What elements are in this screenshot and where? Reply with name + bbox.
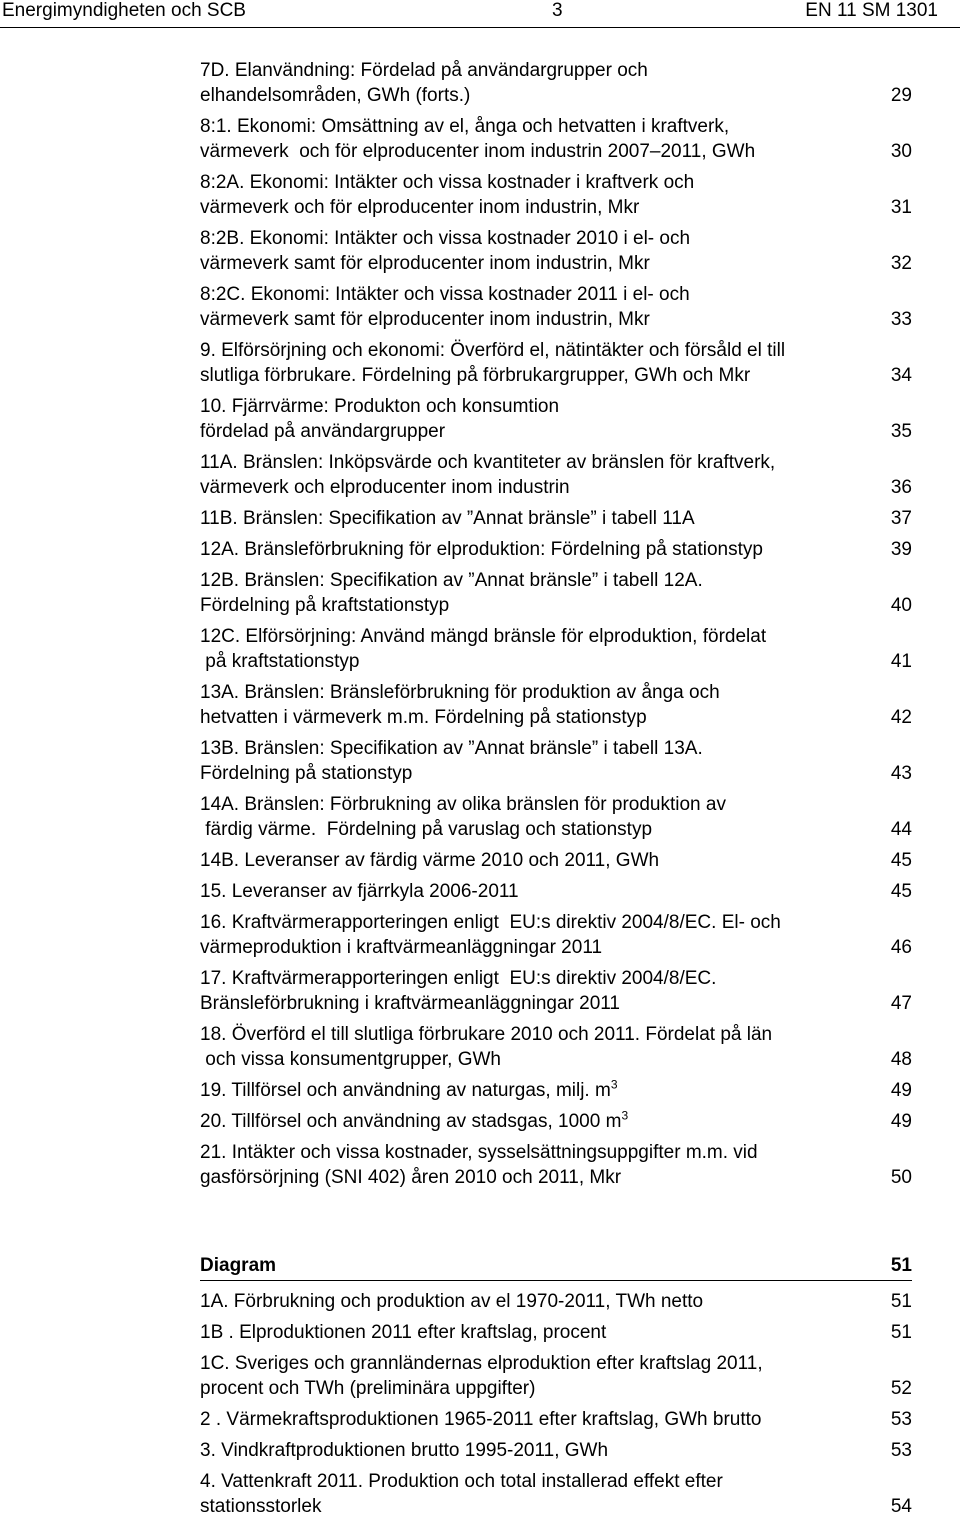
table-of-contents bbox=[200, 58, 912, 1196]
toc-entry-page: 30 bbox=[890, 141, 912, 162]
toc-entry-title bbox=[200, 966, 842, 1016]
toc-entry-title-text: 7D. Elanvändning: Fördelad på användargrupper och elhandelsområden, GWh (forts.) bbox=[200, 60, 648, 106]
toc-entry bbox=[200, 58, 912, 108]
toc-entry-page: 45 bbox=[890, 881, 912, 902]
toc-entry-title bbox=[200, 792, 842, 842]
toc-entry-title bbox=[200, 1140, 842, 1190]
toc-entry bbox=[200, 1140, 912, 1190]
toc-entry-title bbox=[200, 879, 842, 904]
toc-entry-page: 53 bbox=[890, 1440, 912, 1461]
toc-entry-page: 48 bbox=[890, 1049, 912, 1070]
toc-entry-title-text: 4. Vattenkraft 2011. Produktion och total installerad effekt efter stationsstorlek bbox=[200, 1471, 723, 1517]
toc-entry bbox=[200, 1469, 912, 1519]
diagram-section bbox=[200, 1253, 912, 1525]
toc-entry-title bbox=[200, 568, 842, 618]
toc-entry-title-text: 1B . Elproduktionen 2011 efter kraftslag, procent bbox=[200, 1322, 607, 1343]
toc-entry bbox=[200, 966, 912, 1016]
toc-entry-title bbox=[200, 282, 842, 332]
toc-entry-title-text: 12C. Elförsörjning: Använd mängd bränsle för elproduktion, fördelat på kraftstationstyp bbox=[200, 626, 767, 672]
toc-entry-title bbox=[200, 506, 842, 531]
toc-entry bbox=[200, 848, 912, 873]
toc-entry-title-text: 8:2A. Ekonomi: Intäkter och vissa kostnader i kraftverk och värmeverk och för elproducenter inom industrin, Mkr bbox=[200, 172, 695, 218]
toc-entry-page: 51 bbox=[890, 1291, 912, 1312]
toc-entry-page: 37 bbox=[890, 508, 912, 529]
toc-entry bbox=[200, 910, 912, 960]
diagram-heading: Diagram bbox=[200, 1255, 277, 1276]
toc-entry-title bbox=[200, 537, 842, 562]
toc-entry-title-text: 3. Vindkraftproduktionen brutto 1995-2011, GWh bbox=[200, 1440, 609, 1461]
toc-entry-title bbox=[200, 848, 842, 873]
diagram-heading-page: 51 bbox=[890, 1255, 912, 1276]
toc-entry-page: 53 bbox=[890, 1409, 912, 1430]
toc-entry-title-text: 8:2C. Ekonomi: Intäkter och vissa kostnader 2011 i el- och värmeverk samt för elproducenter inom industrin, Mkr bbox=[200, 284, 690, 330]
toc-entry-title-text: 16. Kraftvärmerapporteringen enligt EU:s direktiv 2004/8/EC. El- och värmeproduktion i kraftvärmeanläggningar 2011 bbox=[200, 912, 781, 958]
toc-entry-page: 40 bbox=[890, 595, 912, 616]
toc-entry-title-text: 14A. Bränslen: Förbrukning av olika bränslen för produktion av färdig värme. Fördelning på varuslag och stationstyp bbox=[200, 794, 726, 840]
toc-entry-title-text: 17. Kraftvärmerapporteringen enligt EU:s direktiv 2004/8/EC. Bränsleförbrukning i kraftvärmeanläggningar 2011 bbox=[200, 968, 717, 1014]
toc-entry-title bbox=[200, 1109, 842, 1134]
toc-entry bbox=[200, 450, 912, 500]
toc-entry-title bbox=[200, 1351, 842, 1401]
toc-entry-title-text: 9. Elförsörjning och ekonomi: Överförd el, nätintäkter och försåld el till slutliga förbrukare. Fördelning på förbrukargrupper, GWh och Mkr bbox=[200, 340, 786, 386]
toc-entry-page: 34 bbox=[890, 365, 912, 386]
toc-entry bbox=[200, 1320, 912, 1345]
toc-entry-title bbox=[200, 1078, 842, 1103]
toc-entry-title-text: 15. Leveranser av fjärrkyla 2006-2011 bbox=[200, 881, 519, 902]
toc-entry-title-text: 2 . Värmekraftsproduktionen 1965-2011 efter kraftslag, GWh brutto bbox=[200, 1409, 762, 1430]
toc-entry-title-text: 1A. Förbrukning och produktion av el 1970-2011, TWh netto bbox=[200, 1291, 704, 1312]
toc-entry-page: 45 bbox=[890, 850, 912, 871]
page-header bbox=[0, 0, 960, 28]
toc-entry bbox=[200, 1078, 912, 1103]
toc-entry bbox=[200, 394, 912, 444]
toc-entry-page: 32 bbox=[890, 253, 912, 274]
toc-entry-title bbox=[200, 226, 842, 276]
toc-entry-title-text: 11B. Bränslen: Specifikation av ”Annat bränsle” i tabell 11A bbox=[200, 508, 695, 529]
toc-entry bbox=[200, 338, 912, 388]
toc-entry-title-text: 19. Tillförsel och användning av naturgas, milj. m bbox=[200, 1080, 611, 1101]
toc-entry bbox=[200, 282, 912, 332]
toc-entry bbox=[200, 114, 912, 164]
toc-entry bbox=[200, 736, 912, 786]
header-publisher: Energimyndigheten och SCB bbox=[2, 0, 246, 21]
toc-entry-title-text: 14B. Leveranser av färdig värme 2010 och 2011, GWh bbox=[200, 850, 660, 871]
toc-entry-title-text: 18. Överförd el till slutliga förbrukare 2010 och 2011. Fördelat på län och vissa konsumentgrupper, GWh bbox=[200, 1024, 773, 1070]
toc-entry-title bbox=[200, 624, 842, 674]
toc-entry-page: 52 bbox=[890, 1378, 912, 1399]
toc-entry-title-text: 12B. Bränslen: Specifikation av ”Annat bränsle” i tabell 12A. Fördelning på kraftstationstyp bbox=[200, 570, 703, 616]
toc-entry-title bbox=[200, 1407, 842, 1432]
toc-entry-page: 41 bbox=[890, 651, 912, 672]
toc-entry bbox=[200, 506, 912, 531]
toc-entry-superscript: 3 bbox=[621, 1108, 629, 1123]
toc-entry bbox=[200, 568, 912, 618]
toc-entry-title-text: 20. Tillförsel och användning av stadsgas, 1000 m bbox=[200, 1111, 622, 1132]
diagram-heading-rule bbox=[200, 1280, 912, 1281]
toc-entry bbox=[200, 226, 912, 276]
toc-entry bbox=[200, 1109, 912, 1134]
toc-entry-title bbox=[200, 170, 842, 220]
toc-entry-title bbox=[200, 1022, 842, 1072]
toc-entry-page: 49 bbox=[890, 1111, 912, 1132]
toc-entry bbox=[200, 1289, 912, 1314]
toc-entry-page: 43 bbox=[890, 763, 912, 784]
toc-entry-title bbox=[200, 58, 842, 108]
toc-entry bbox=[200, 170, 912, 220]
toc-entry-page: 46 bbox=[890, 937, 912, 958]
toc-entry bbox=[200, 624, 912, 674]
toc-entry-superscript: 3 bbox=[610, 1077, 618, 1092]
header-report-id: EN 11 SM 1301 bbox=[805, 0, 938, 21]
toc-entry-page: 47 bbox=[890, 993, 912, 1014]
toc-entry-title-text: 8:2B. Ekonomi: Intäkter och vissa kostnader 2010 i el- och värmeverk samt för elproducenter inom industrin, Mkr bbox=[200, 228, 691, 274]
toc-entry-title-text: 8:1. Ekonomi: Omsättning av el, ånga och hetvatten i kraftverk, värmeverk och för elproducenter inom industrin 2007–2011, GWh bbox=[200, 116, 756, 162]
toc-entry-title-text: 10. Fjärrvärme: Produkton och konsumtion fördelad på användargrupper bbox=[200, 396, 560, 442]
toc-entry-title-text: 1C. Sveriges och grannländernas elproduktion efter kraftslag 2011, procent och TWh (preliminära uppgifter) bbox=[200, 1353, 763, 1399]
toc-entry-page: 36 bbox=[890, 477, 912, 498]
toc-entry-title bbox=[200, 114, 842, 164]
toc-entry-title-text: 13B. Bränslen: Specifikation av ”Annat bränsle” i tabell 13A. Fördelning på stationstyp bbox=[200, 738, 703, 784]
toc-entry-page: 50 bbox=[890, 1167, 912, 1188]
toc-entry bbox=[200, 1022, 912, 1072]
toc-entry-title bbox=[200, 910, 842, 960]
toc-entry-page: 42 bbox=[890, 707, 912, 728]
toc-entry-page: 31 bbox=[890, 197, 912, 218]
toc-entry-title bbox=[200, 394, 842, 444]
toc-entry bbox=[200, 1351, 912, 1401]
diagram-entries bbox=[200, 1289, 912, 1519]
toc-entry-title bbox=[200, 1289, 842, 1314]
toc-entry-title-text: 21. Intäkter och vissa kostnader, sysselsättningsuppgifter m.m. vid gasförsörjning (SNI 402) åren 2010 och 2011, Mkr bbox=[200, 1142, 758, 1188]
toc-entry bbox=[200, 1407, 912, 1432]
header-rule bbox=[0, 27, 960, 28]
toc-entry-title bbox=[200, 680, 842, 730]
toc-entry-page: 33 bbox=[890, 309, 912, 330]
toc-entry-page: 44 bbox=[890, 819, 912, 840]
toc-entry-title bbox=[200, 450, 842, 500]
toc-entry-title bbox=[200, 736, 842, 786]
toc-entry bbox=[200, 879, 912, 904]
header-page-number: 3 bbox=[552, 0, 563, 21]
toc-entry-title-text: 11A. Bränslen: Inköpsvärde och kvantiteter av bränslen för kraftverk, värmeverk och elproducenter inom industrin bbox=[200, 452, 776, 498]
toc-entry-page: 35 bbox=[890, 421, 912, 442]
toc-entry bbox=[200, 1438, 912, 1463]
diagram-heading-row bbox=[200, 1253, 912, 1281]
toc-entry-title bbox=[200, 1438, 842, 1463]
toc-entry-title bbox=[200, 338, 842, 388]
toc-entry-page: 39 bbox=[890, 539, 912, 560]
toc-entry-title bbox=[200, 1469, 842, 1519]
toc-entry bbox=[200, 680, 912, 730]
toc-entry-page: 49 bbox=[890, 1080, 912, 1101]
toc-entry bbox=[200, 792, 912, 842]
toc-entry-title-text: 13A. Bränslen: Bränsleförbrukning för produktion av ånga och hetvatten i värmeverk m.m. Fördelning på stationstyp bbox=[200, 682, 720, 728]
toc-entry-title bbox=[200, 1320, 842, 1345]
toc-entry-page: 51 bbox=[890, 1322, 912, 1343]
toc-entry-page: 29 bbox=[890, 85, 912, 106]
toc-entry bbox=[200, 537, 912, 562]
toc-entry-title-text: 12A. Bränsleförbrukning för elproduktion: Fördelning på stationstyp bbox=[200, 539, 763, 560]
toc-entry-page: 54 bbox=[890, 1496, 912, 1517]
